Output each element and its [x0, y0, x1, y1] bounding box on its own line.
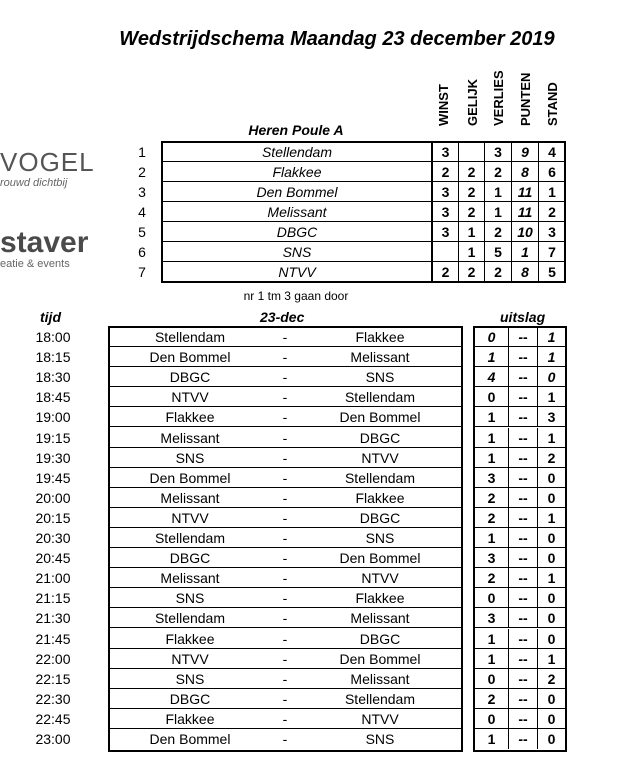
match-time: 20:30 [35, 530, 71, 546]
result-separator: -- [508, 528, 538, 548]
standings-team: SNS [163, 242, 431, 262]
result-away-score: 0 [547, 530, 556, 546]
result-row [475, 669, 565, 689]
match-home-team: Stellendam [154, 329, 226, 345]
match-time: 20:00 [35, 490, 71, 506]
standings-team: Flakkee [163, 162, 431, 182]
result-away-score: 0 [547, 691, 556, 707]
result-row [475, 367, 565, 387]
standings-punten: 8 [511, 262, 538, 282]
standings-verlies: 2 [484, 262, 511, 282]
match-vs-dash: - [282, 450, 288, 466]
standings-punten: 9 [511, 142, 538, 162]
result-away-score: 0 [547, 590, 556, 606]
result-home-score: 1 [487, 651, 496, 667]
match-home-team: Den Bommel [149, 470, 231, 486]
standings-gelijk: 2 [458, 202, 484, 222]
match-home-team: Melissant [160, 570, 220, 586]
match-vs-dash: - [282, 510, 288, 526]
match-away-team: Stellendam [344, 470, 416, 486]
col-header-gelijk: GELIJK [465, 79, 480, 126]
result-separator: -- [508, 448, 538, 468]
match-home-team: SNS [175, 450, 205, 466]
standings-team: Melissant [163, 202, 431, 222]
match-vs-dash: - [282, 530, 288, 546]
result-away-score: 0 [547, 631, 556, 647]
match-home-team: Melissant [160, 490, 220, 506]
match-row [110, 387, 461, 407]
result-separator: -- [508, 327, 538, 347]
standings-verlies: 1 [484, 202, 511, 222]
match-time: 21:15 [35, 590, 71, 606]
match-home-team: SNS [175, 590, 205, 606]
sponsor-logo-staver [0, 228, 110, 270]
standings-gelijk: 2 [458, 182, 484, 202]
result-row [475, 548, 565, 568]
result-separator: -- [508, 387, 538, 407]
standings-verlies: 5 [484, 242, 511, 262]
match-vs-dash: - [282, 490, 288, 506]
result-separator: -- [508, 488, 538, 508]
match-home-team: Flakkee [165, 631, 215, 647]
match-time: 18:15 [35, 349, 71, 365]
result-separator: -- [508, 729, 538, 749]
result-home-score: 2 [487, 490, 496, 506]
match-row [110, 528, 461, 548]
match-vs-dash: - [282, 711, 288, 727]
standings-gelijk [458, 142, 484, 162]
result-separator: -- [508, 649, 538, 669]
standings-punten: 11 [511, 202, 538, 222]
match-row [110, 588, 461, 608]
col-header-verlies: VERLIES [491, 70, 506, 126]
result-separator: -- [508, 629, 538, 649]
match-vs-dash: - [282, 610, 288, 626]
match-vs-dash: - [282, 329, 288, 345]
match-away-team: Flakkee [355, 329, 405, 345]
result-away-score: 0 [547, 490, 556, 506]
result-home-score: 2 [487, 691, 496, 707]
result-away-score: 0 [547, 610, 556, 626]
match-home-team: Melissant [160, 430, 220, 446]
poule-title: Heren Poule A [248, 122, 344, 138]
result-row [475, 448, 565, 468]
result-separator: -- [508, 508, 538, 528]
match-time: 20:45 [35, 550, 71, 566]
match-time: 22:00 [35, 651, 71, 667]
result-home-score: 4 [487, 369, 496, 385]
standings-team: Stellendam [163, 142, 431, 162]
result-away-score: 2 [547, 450, 556, 466]
result-separator: -- [508, 548, 538, 568]
logo-vogel-text: VOGEL [0, 147, 95, 177]
match-time: 22:30 [35, 691, 71, 707]
match-vs-dash: - [282, 631, 288, 647]
match-time: 18:00 [35, 329, 71, 345]
match-away-team: NTVV [361, 450, 399, 466]
match-away-team: Den Bommel [339, 550, 421, 566]
match-home-team: Flakkee [165, 711, 215, 727]
match-vs-dash: - [282, 430, 288, 446]
standings-winst: 3 [431, 202, 458, 222]
match-time: 22:45 [35, 711, 71, 727]
result-separator: -- [508, 588, 538, 608]
match-away-team: Den Bommel [339, 409, 421, 425]
result-home-score: 0 [487, 389, 496, 405]
match-time: 18:30 [35, 369, 71, 385]
result-home-score: 1 [487, 409, 496, 425]
result-row [475, 528, 565, 548]
match-row [110, 649, 461, 669]
match-away-team: NTVV [361, 570, 399, 586]
match-vs-dash: - [282, 570, 288, 586]
standings-team: NTVV [278, 264, 316, 280]
result-row [475, 709, 565, 729]
match-row [110, 568, 461, 588]
match-time: 21:30 [35, 610, 71, 626]
match-row [110, 729, 461, 749]
match-vs-dash: - [282, 691, 288, 707]
standings-winst: 3 [431, 142, 458, 162]
match-vs-dash: - [282, 590, 288, 606]
match-home-team: DBGC [169, 550, 211, 566]
match-row [110, 629, 461, 649]
match-home-team: Stellendam [154, 530, 226, 546]
match-away-team: SNS [365, 731, 395, 747]
result-away-score: 0 [547, 369, 556, 385]
logo-staver-text: staver [0, 226, 89, 259]
result-separator: -- [508, 709, 538, 729]
match-home-team: Flakkee [165, 409, 215, 425]
match-away-team: NTVV [361, 711, 399, 727]
result-home-score: 3 [487, 610, 496, 626]
result-away-score: 3 [547, 409, 556, 425]
standings-gelijk: 2 [458, 262, 484, 282]
standings-rank: 3 [138, 184, 146, 200]
result-separator: -- [508, 608, 538, 628]
match-away-team: Melissant [350, 671, 410, 687]
qualification-note: nr 1 tm 3 gaan door [243, 289, 349, 303]
result-home-score: 0 [487, 711, 496, 727]
result-row [475, 629, 565, 649]
match-vs-dash: - [282, 470, 288, 486]
result-away-score: 1 [547, 651, 556, 667]
match-time: 19:15 [35, 430, 71, 446]
match-row [110, 367, 461, 387]
match-time: 19:45 [35, 470, 71, 486]
result-away-score: 2 [547, 671, 556, 687]
match-row [110, 608, 461, 628]
match-time: 19:30 [35, 450, 71, 466]
standings-winst: 3 [431, 182, 458, 202]
standings-rank: 7 [138, 264, 146, 280]
result-row [475, 588, 565, 608]
standings-verlies: 2 [484, 222, 511, 242]
result-home-score: 3 [487, 470, 496, 486]
standings-verlies: 1 [484, 182, 511, 202]
result-home-score: 1 [487, 450, 496, 466]
match-home-team: NTVV [171, 651, 209, 667]
result-row [475, 387, 565, 407]
result-header: uitslag [500, 309, 546, 325]
result-separator: -- [508, 468, 538, 488]
match-vs-dash: - [282, 349, 288, 365]
standings-rank: 2 [138, 164, 146, 180]
match-away-team: DBGC [359, 510, 401, 526]
result-home-score: 1 [487, 731, 496, 747]
result-home-score: 1 [487, 631, 496, 647]
match-away-team: DBGC [359, 631, 401, 647]
standings-stand: 1 [538, 182, 565, 202]
match-time: 21:45 [35, 631, 71, 647]
result-away-score: 1 [547, 510, 556, 526]
standings-team: DBGC [163, 222, 431, 242]
col-header-punten: PUNTEN [518, 72, 533, 126]
match-vs-dash: - [282, 389, 288, 405]
match-row [110, 508, 461, 528]
match-row [110, 407, 461, 427]
match-away-team: Stellendam [344, 389, 416, 405]
standings-team: Den Bommel [163, 182, 431, 202]
time-header: tijd [40, 309, 61, 325]
logo-vogel-tagline: rouwd dichtbij [0, 177, 68, 189]
standings-punten: 1 [511, 242, 538, 262]
standings-rank: 4 [138, 204, 146, 220]
match-away-team: DBGC [359, 430, 401, 446]
result-row [475, 568, 565, 588]
match-row [110, 468, 461, 488]
match-row [110, 548, 461, 568]
result-home-score: 1 [487, 430, 496, 446]
result-row [475, 729, 565, 749]
result-home-score: 3 [487, 550, 496, 566]
match-away-team: Den Bommel [339, 651, 421, 667]
match-row [110, 448, 461, 468]
result-away-score: 0 [547, 731, 556, 747]
result-row [475, 468, 565, 488]
match-row [110, 689, 461, 709]
result-row [475, 428, 565, 448]
match-home-team: Den Bommel [149, 731, 231, 747]
result-separator: -- [508, 407, 538, 427]
match-away-team: Stellendam [344, 691, 416, 707]
result-away-score: 1 [547, 389, 556, 405]
match-away-team: Melissant [350, 349, 410, 365]
match-home-team: Den Bommel [149, 349, 231, 365]
match-away-team: SNS [365, 369, 395, 385]
result-away-score: 1 [547, 430, 556, 446]
match-home-team: NTVV [171, 389, 209, 405]
match-time: 19:00 [35, 409, 71, 425]
result-row [475, 508, 565, 528]
standings-verlies: 2 [484, 162, 511, 182]
standings-punten: 10 [511, 222, 538, 242]
match-row [110, 327, 461, 347]
standings-stand: 7 [538, 242, 565, 262]
standings-verlies: 3 [484, 142, 511, 162]
result-away-score: 1 [547, 349, 556, 365]
result-home-score: 0 [487, 590, 496, 606]
result-away-score: 0 [547, 711, 556, 727]
result-row [475, 407, 565, 427]
result-separator: -- [508, 669, 538, 689]
result-away-score: 1 [547, 329, 556, 345]
match-row [110, 709, 461, 729]
match-time: 22:15 [35, 671, 71, 687]
match-vs-dash: - [282, 409, 288, 425]
standings-punten: 8 [511, 162, 538, 182]
match-vs-dash: - [282, 671, 288, 687]
standings-rank: 1 [138, 144, 146, 160]
result-home-score: 2 [487, 570, 496, 586]
match-home-team: DBGC [169, 369, 211, 385]
result-away-score: 0 [547, 550, 556, 566]
result-separator: -- [508, 428, 538, 448]
match-away-team: Flakkee [355, 490, 405, 506]
match-away-team: Flakkee [355, 590, 405, 606]
result-separator: -- [508, 367, 538, 387]
match-home-team: Stellendam [154, 610, 226, 626]
standings-stand: 5 [538, 262, 565, 282]
match-vs-dash: - [282, 550, 288, 566]
result-separator: -- [508, 689, 538, 709]
standings-stand: 2 [538, 202, 565, 222]
match-vs-dash: - [282, 731, 288, 747]
match-row [110, 488, 461, 508]
standings-gelijk: 2 [458, 162, 484, 182]
result-home-score: 0 [487, 671, 496, 687]
standings-winst: 3 [431, 222, 458, 242]
result-home-score: 1 [487, 530, 496, 546]
result-row [475, 689, 565, 709]
match-vs-dash: - [282, 651, 288, 667]
match-row [110, 428, 461, 448]
match-time: 20:15 [35, 510, 71, 526]
match-home-team: DBGC [169, 691, 211, 707]
standings-winst: 2 [431, 162, 458, 182]
standings-stand: 6 [538, 162, 565, 182]
result-home-score: 1 [487, 349, 496, 365]
col-header-stand: STAND [545, 82, 560, 126]
match-row [110, 669, 461, 689]
standings-stand: 4 [538, 142, 565, 162]
result-separator: -- [508, 568, 538, 588]
result-away-score: 0 [547, 470, 556, 486]
match-vs-dash: - [282, 369, 288, 385]
standings-gelijk: 1 [458, 222, 484, 242]
match-time: 21:00 [35, 570, 71, 586]
standings-winst [431, 242, 458, 262]
match-away-team: SNS [365, 530, 395, 546]
page-title: Wedstrijdschema Maandag 23 december 2019 [119, 28, 555, 50]
match-time: 18:45 [35, 389, 71, 405]
standings-rank: 5 [138, 224, 146, 240]
match-home-team: SNS [175, 671, 205, 687]
match-home-team: NTVV [171, 510, 209, 526]
result-row [475, 327, 565, 347]
result-row [475, 608, 565, 628]
result-row [475, 488, 565, 508]
result-home-score: 2 [487, 510, 496, 526]
standings-punten: 11 [511, 182, 538, 202]
result-row [475, 347, 565, 367]
result-row [475, 649, 565, 669]
standings-rank: 6 [138, 244, 146, 260]
sponsor-logo-vogel [0, 148, 110, 190]
match-time: 23:00 [35, 731, 71, 747]
result-home-score: 0 [487, 329, 496, 345]
standings-stand: 3 [538, 222, 565, 242]
date-header: 23-dec [260, 309, 305, 325]
result-away-score: 1 [547, 570, 556, 586]
standings-winst: 2 [431, 262, 458, 282]
match-away-team: Melissant [350, 610, 410, 626]
standings-gelijk: 1 [458, 242, 484, 262]
match-row [110, 347, 461, 367]
result-separator: -- [508, 347, 538, 367]
col-header-winst: WINST [436, 84, 451, 126]
logo-staver-tagline: eatie & events [0, 258, 70, 270]
